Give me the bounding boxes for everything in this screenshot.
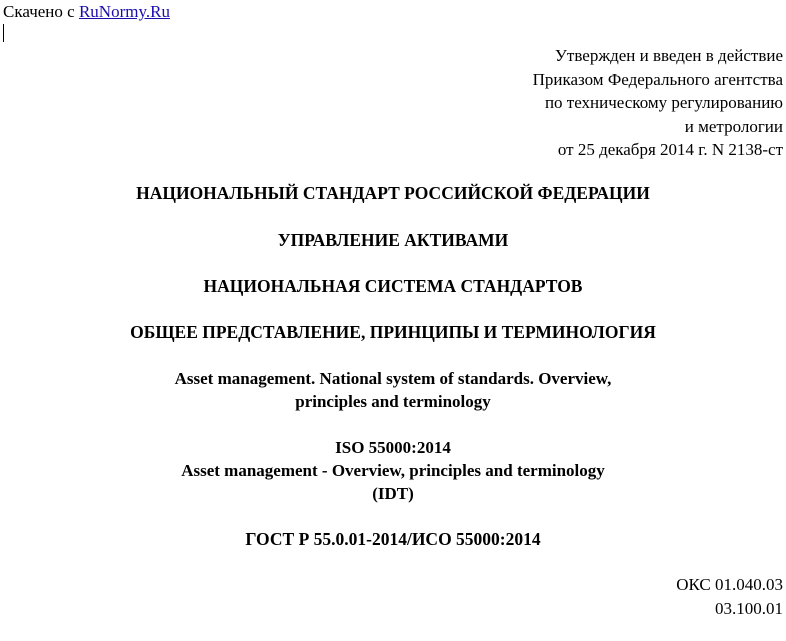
iso-idt: (IDT): [372, 484, 414, 503]
source-prefix: Скачено с: [3, 2, 79, 21]
title-national-standard: НАЦИОНАЛЬНЫЙ СТАНДАРТ РОССИЙСКОЙ ФЕДЕРАЦИИ: [136, 183, 650, 203]
english-title-line-2: principles and terminology: [295, 392, 491, 411]
title-overview: ОБЩЕЕ ПРЕДСТАВЛЕНИЕ, ПРИНЦИПЫ И ТЕРМИНОЛОГИЯ: [130, 322, 656, 342]
okc-block: [676, 573, 783, 620]
okc-line-1: ОКС 01.040.03: [676, 575, 783, 594]
gost-designation: ГОСТ Р 55.0.01-2014/ИСО 55000:2014: [245, 529, 541, 549]
approval-block: [533, 44, 783, 162]
source-link[interactable]: RuNormy.Ru: [78, 2, 170, 21]
text-cursor: [3, 24, 4, 42]
approval-line: Приказом Федерального агентства: [532, 69, 783, 89]
okc-line-2: 03.100.01: [715, 598, 783, 618]
iso-code: ISO 55000:2014: [335, 438, 451, 457]
approval-line: по техническому регулированию: [544, 93, 783, 112]
title-national-system: НАЦИОНАЛЬНАЯ СИСТЕМА СТАНДАРТОВ: [203, 276, 583, 296]
approval-line: от 25 декабря 2014 г. N 2138-ст: [557, 140, 783, 159]
title-asset-management: УПРАВЛЕНИЕ АКТИВАМИ: [277, 230, 509, 250]
english-title-line-1: Asset management. National system of standards. Overview,: [174, 369, 612, 388]
source-line: [3, 2, 170, 22]
approval-line: и метрологии: [684, 116, 783, 136]
approval-line: Утвержден и введен в действие: [554, 46, 783, 65]
iso-title: Asset management - Overview, principles and terminology: [181, 461, 605, 480]
